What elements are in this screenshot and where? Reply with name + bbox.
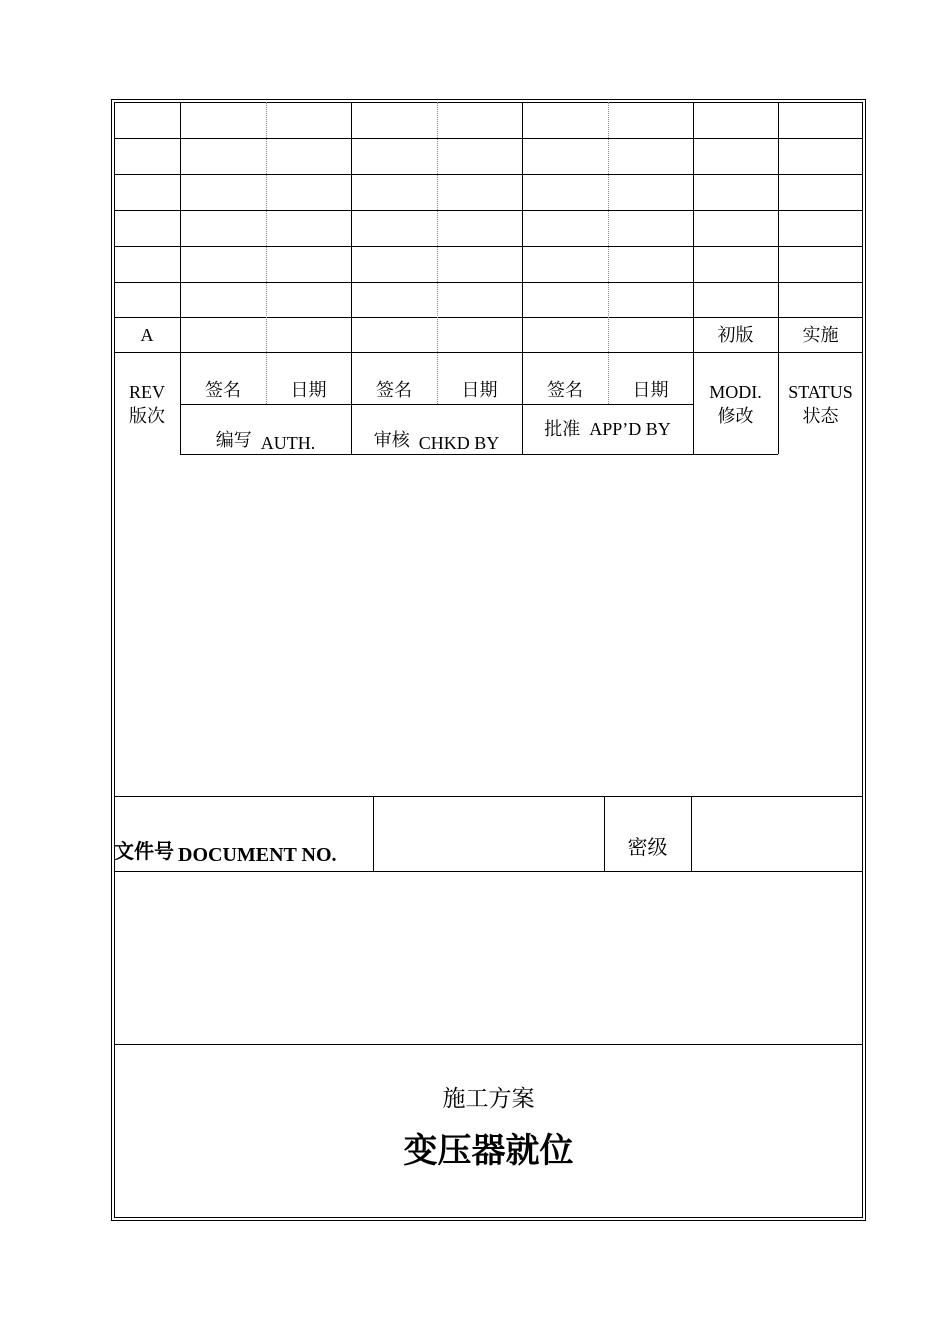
status-cell: 实施 xyxy=(802,325,839,345)
row-line xyxy=(114,352,863,353)
col-line xyxy=(180,102,181,454)
inner-frame xyxy=(114,102,863,1218)
appd-date-header: 日期 xyxy=(632,380,669,400)
rev-header-en: REV xyxy=(129,382,165,402)
auth-label-cn: 编写 xyxy=(215,430,252,450)
dotted-col-line xyxy=(608,102,609,404)
title-top-line xyxy=(114,1044,863,1045)
status-header xyxy=(778,380,863,428)
rev-a-cell: A xyxy=(140,325,154,345)
row-line xyxy=(114,174,863,175)
status-header-cn: 状态 xyxy=(802,406,839,426)
header-split-line xyxy=(180,404,693,405)
document-number-label xyxy=(114,835,337,864)
chkd-sign-header: 签名 xyxy=(376,380,412,400)
document-type: 施工方案 xyxy=(442,1086,535,1111)
dotted-col-line xyxy=(437,102,438,404)
chkd-label xyxy=(351,430,522,453)
secrecy-label: 密级 xyxy=(627,837,668,859)
document-title: 变压器就位 xyxy=(403,1133,574,1170)
auth-sign-header: 签名 xyxy=(205,380,241,400)
document-number-label-en: DOCUMENT NO. xyxy=(178,844,337,866)
rev-header-cn: 版次 xyxy=(129,406,165,426)
modi-header-cn: 修改 xyxy=(717,406,754,426)
chkd-label-cn: 审核 xyxy=(373,430,410,450)
modi-header-en: MODI. xyxy=(709,382,762,402)
docno-col-line xyxy=(373,796,374,871)
row-line xyxy=(114,317,863,318)
rev-header xyxy=(114,380,180,428)
docno-bottom-line xyxy=(114,871,863,872)
appd-label xyxy=(522,419,693,439)
header-bottom-line xyxy=(180,454,778,455)
docno-top-line xyxy=(114,796,863,797)
modi-header xyxy=(693,380,778,428)
appd-sign-header: 签名 xyxy=(547,380,583,400)
auth-label-en: AUTH. xyxy=(260,433,316,453)
docno-col-line xyxy=(691,796,692,871)
modi-initial-cell: 初版 xyxy=(717,325,754,345)
status-header-en: STATUS xyxy=(788,382,853,402)
auth-label xyxy=(180,430,351,453)
row-line xyxy=(114,282,863,283)
appd-label-cn: 批准 xyxy=(544,419,581,439)
chkd-date-header: 日期 xyxy=(461,380,498,400)
chkd-label-en: CHKD BY xyxy=(418,433,500,453)
appd-label-en: APP’D BY xyxy=(589,419,671,439)
col-line xyxy=(522,102,523,454)
docno-col-line xyxy=(604,796,605,871)
row-line xyxy=(114,210,863,211)
row-line xyxy=(114,138,863,139)
row-line xyxy=(114,246,863,247)
dotted-col-line xyxy=(266,102,267,404)
col-line xyxy=(351,102,352,454)
document-number-label-cn: 文件号 xyxy=(114,841,174,863)
auth-date-header: 日期 xyxy=(290,380,327,400)
